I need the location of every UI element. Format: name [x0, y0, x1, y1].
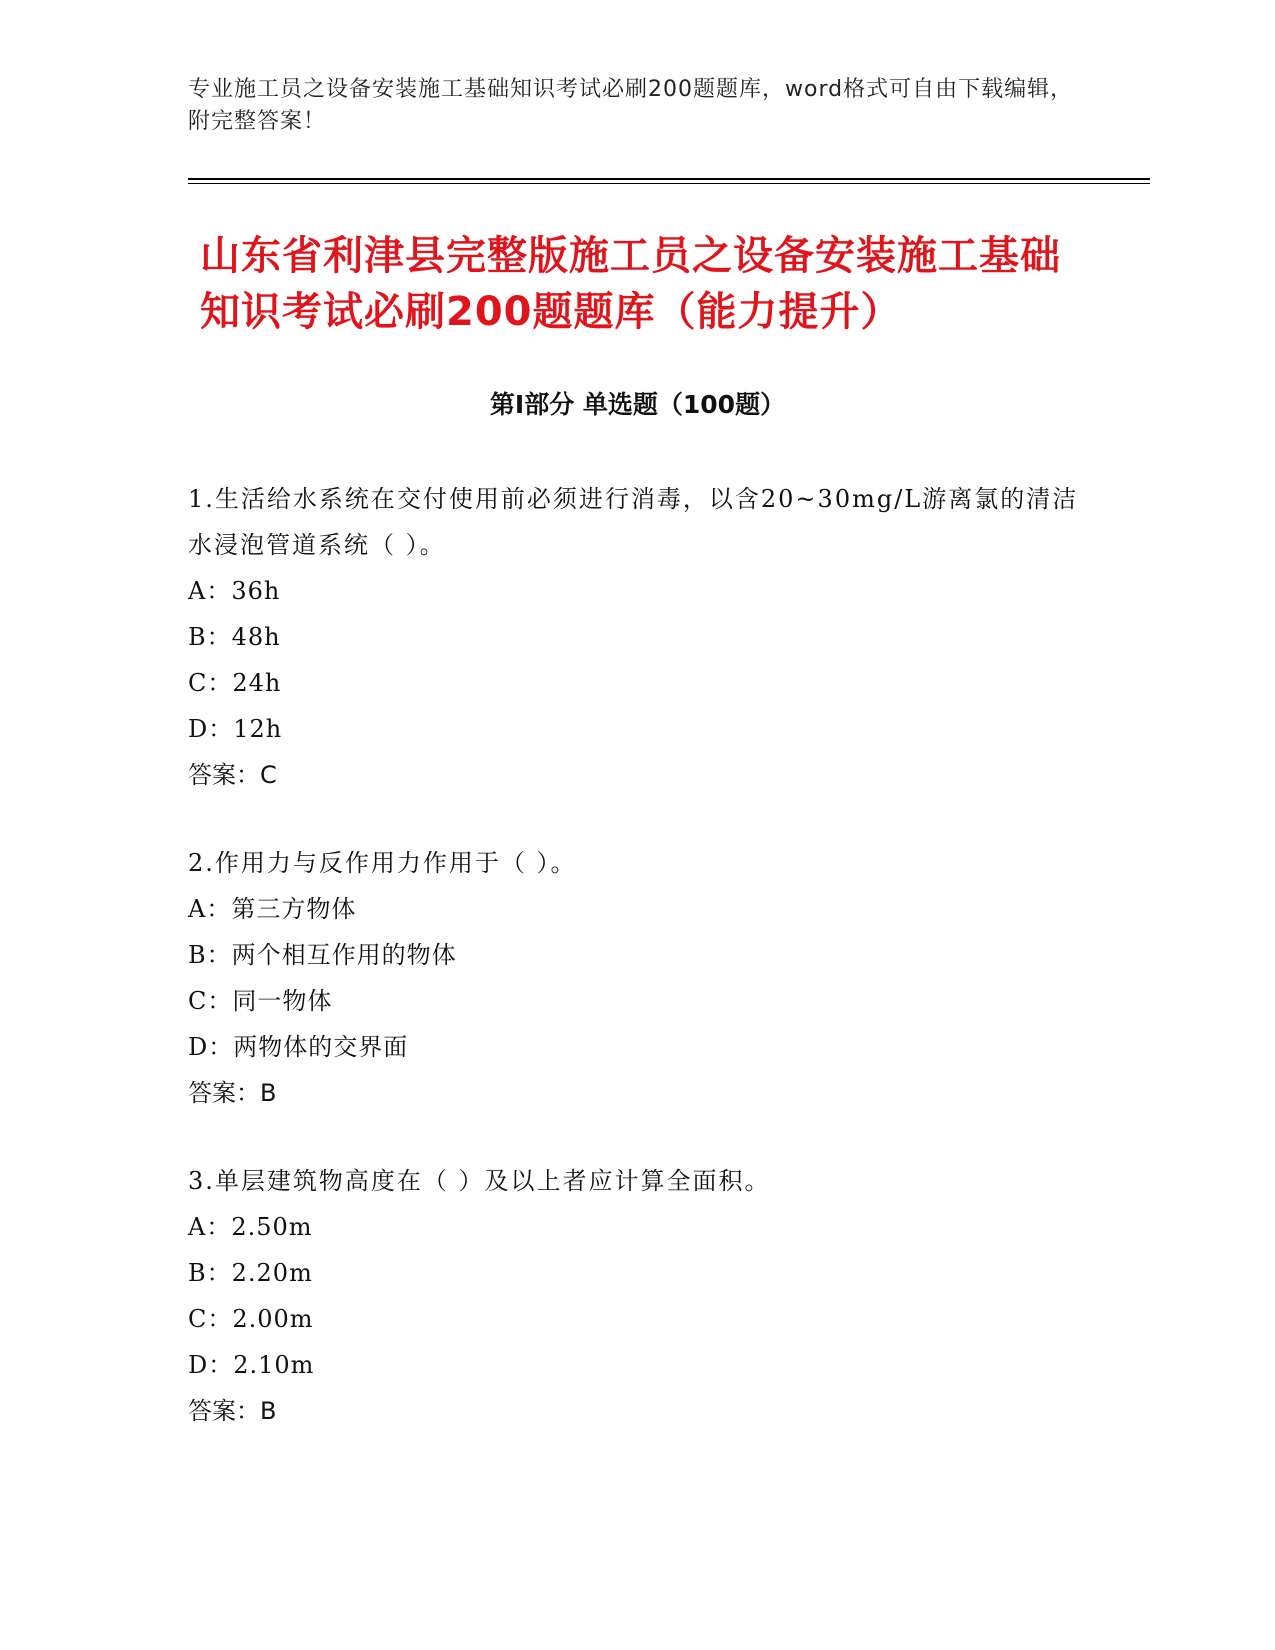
header-divider-thick [188, 178, 1150, 180]
header-note: 专业施工员之设备安装施工基础知识考试必刷200题题库，word格式可自由下载编辑，附完整答案！ [188, 77, 1074, 134]
question-stem: 1.生活给水系统在交付使用前必须进行消毒，以含20~30mg/L游离氯的清洁水浸泡管道系统（ ）。 [188, 485, 1079, 559]
header-divider-thin [188, 183, 1150, 184]
answer: 答案：C [188, 761, 277, 789]
option-d: D：两物体的交界面 [188, 1033, 409, 1061]
answer: 答案：B [188, 1397, 277, 1425]
question-list [188, 476, 1088, 1476]
option-b: B：2.20m [188, 1259, 313, 1287]
option-c: C：24h [188, 669, 282, 697]
section-heading: 第Ⅰ部分 单选题（100题） [489, 390, 786, 419]
answer: 答案：B [188, 1079, 277, 1107]
option-b: B：两个相互作用的物体 [188, 941, 457, 969]
option-d: D：12h [188, 715, 283, 743]
option-b: B：48h [188, 623, 281, 651]
option-a: A：第三方物体 [188, 895, 357, 923]
option-c: C：同一物体 [188, 987, 333, 1015]
question-stem: 3.单层建筑物高度在（ ）及以上者应计算全面积。 [188, 1167, 771, 1195]
question-2 [188, 840, 1088, 1116]
option-a: A：36h [188, 577, 281, 605]
question-3 [188, 1158, 1088, 1434]
document-title: 山东省利津县完整版施工员之设备安装施工基础知识考试必刷200题题库（能力提升） [200, 233, 1061, 335]
question-1 [188, 476, 1088, 798]
question-stem: 2.作用力与反作用力作用于（ ）。 [188, 849, 577, 877]
option-a: A：2.50m [188, 1213, 313, 1241]
option-d: D：2.10m [188, 1351, 315, 1379]
option-c: C：2.00m [188, 1305, 314, 1333]
